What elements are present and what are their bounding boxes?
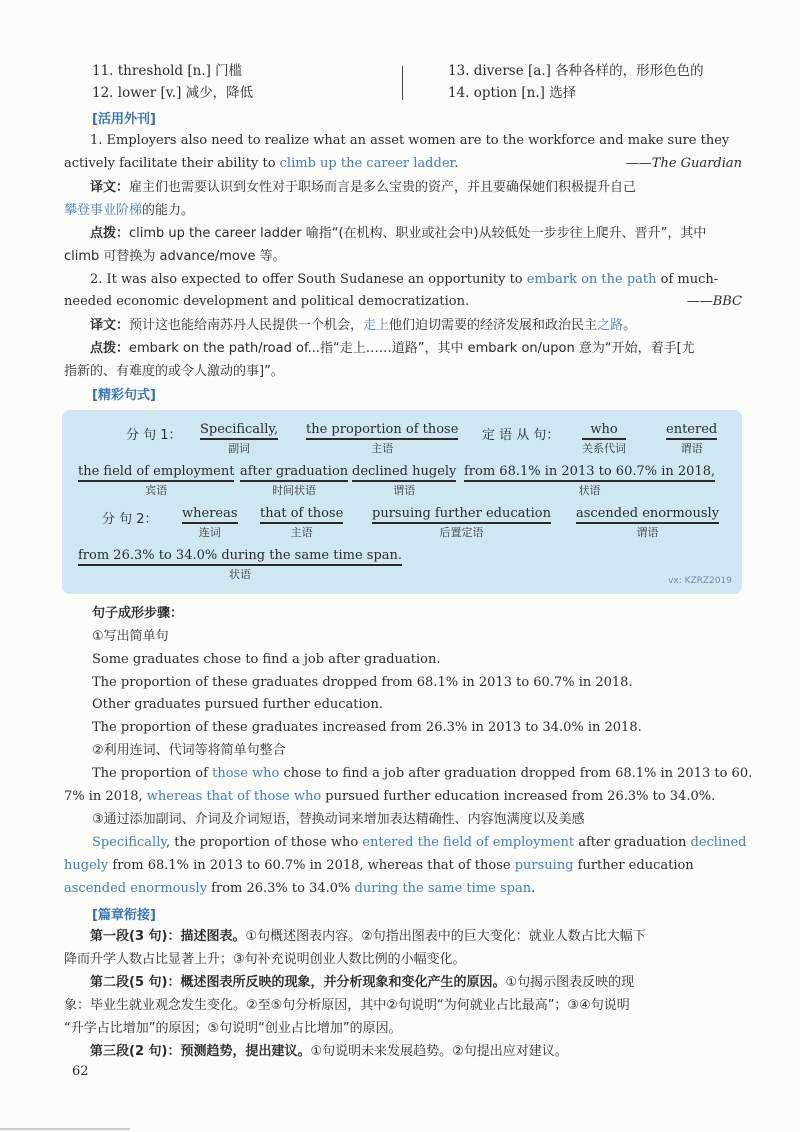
para1-line-1 bbox=[90, 926, 770, 948]
ex1-tip-2: climb 可替换为 advance/move 等。 bbox=[64, 249, 286, 264]
clause1-adverbial bbox=[464, 464, 715, 498]
final-h7: during the same time span bbox=[354, 881, 532, 896]
clause1-label: 分 句 1： bbox=[126, 428, 182, 443]
clause1-relpron-text: who bbox=[582, 422, 626, 440]
final-p5: from 26.3% to 34.0% bbox=[207, 881, 355, 896]
para2-line-3: “升学占比增加”的原因；⑤句说明“创业占比增加”的原因。 bbox=[64, 1021, 402, 1036]
final-p2: after graduation bbox=[574, 835, 691, 850]
simple-sentence-2: The proportion of these graduates dropped from 68.1% in 2013 to 60.7% in 2018. bbox=[92, 675, 633, 690]
final-h4: hugely bbox=[64, 858, 109, 873]
ex2-tip-text: embark on the path/road of...指“走上……道路”，其中 embark on/upon 意为“开始，着手[尤 bbox=[129, 341, 695, 356]
page-number: 62 bbox=[72, 1064, 89, 1079]
ex2-tip-1 bbox=[90, 338, 770, 360]
final-line-1 bbox=[92, 832, 772, 854]
relative-clause-label: 定 语 从 句： bbox=[482, 428, 560, 443]
ex2-line1-pre: 2. It was also expected to offer South Sudanese an opportunity to bbox=[90, 272, 527, 287]
final-line-3 bbox=[64, 878, 744, 900]
merged-line-1 bbox=[92, 763, 772, 785]
sentence-analysis-box bbox=[62, 410, 742, 594]
ex2-tip-2: 指新的、有难度的或令人激动的事]”。 bbox=[64, 364, 284, 379]
clause1-predicate bbox=[352, 464, 456, 498]
para1-line-2: 降而升学人数占比显著上升；③句补充说明创业人数比例的小幅变化。 bbox=[64, 952, 466, 967]
ex1-line2-pre: actively facilitate their ability to bbox=[64, 156, 280, 171]
clause1-subject-role: 主语 bbox=[371, 442, 394, 455]
ex1-source: ——The Guardian bbox=[625, 156, 742, 171]
ex2-translation-hl1: 走上 bbox=[363, 318, 390, 333]
clause2-conj-text: whereas bbox=[182, 506, 238, 524]
merged-h1: those who bbox=[212, 766, 280, 781]
clause2-subject-role: 主语 bbox=[290, 526, 313, 539]
clause1-object-text: the field of employment bbox=[78, 464, 234, 482]
final-p6: . bbox=[531, 881, 536, 896]
vocab-divider bbox=[402, 66, 403, 100]
simple-sentence-4: The proportion of these graduates increased from 26.3% in 2013 to 34.0% in 2018. bbox=[92, 720, 642, 735]
para2-heading: 第二段(5 句)：概述图表所反映的现象，并分析现象和变化产生的原因。 bbox=[90, 975, 506, 990]
ex1-tip-text: climb up the career ladder 喻指“(在机构、职业或社会中)从较低处一步步往上爬升、晋升”，其中 bbox=[129, 226, 707, 241]
clause2-conjunction bbox=[182, 506, 238, 540]
clause2-postmodifier bbox=[372, 506, 551, 540]
steps-title: 句子成形步骤： bbox=[92, 606, 184, 621]
clause1-subject-text: the proportion of those bbox=[306, 422, 458, 440]
para3-text-a: ①句说明未来发展趋势。②句提出应对建议。 bbox=[310, 1044, 568, 1059]
bottom-edge bbox=[0, 1128, 130, 1130]
ex1-translation-label: 译文： bbox=[90, 180, 130, 195]
final-h6: ascended enormously bbox=[64, 881, 208, 896]
final-p3: from 68.1% in 2013 to 60.7% in 2018, whereas that of those bbox=[108, 858, 515, 873]
ex1-translation-highlight: 攀登事业阶梯 bbox=[64, 203, 143, 218]
merged-p4: pursued further education increased from 26.3% to 34.0%. bbox=[321, 789, 716, 804]
para1-text-a: ①句概述图表内容。②句指出图表中的巨大变化：就业人数占比大幅下 bbox=[245, 929, 646, 944]
simple-sentence-1: Some graduates chose to find a job after graduation. bbox=[92, 652, 441, 667]
clause1-predicate-role: 谓语 bbox=[393, 484, 416, 497]
clause1-relpron-role: 关系代词 bbox=[582, 442, 626, 455]
clause1-adverb bbox=[200, 422, 278, 456]
clause1-time-role: 时间状语 bbox=[272, 484, 317, 497]
ex1-translation-tail: 的能力。 bbox=[142, 203, 195, 218]
ex2-translation bbox=[90, 315, 770, 337]
clause2-postmod-role: 后置定语 bbox=[439, 526, 484, 539]
vocab-item-13: 13. diverse [a.] 各种各样的，形形色色的 bbox=[448, 63, 704, 79]
vocab-item-14: 14. option [n.] 选择 bbox=[448, 85, 577, 101]
clause2-subject-text: that of those bbox=[260, 506, 343, 524]
clause2-adverbial bbox=[78, 548, 402, 582]
final-p1: , the proportion of those who bbox=[166, 835, 363, 850]
ex2-line2: needed economic development and political democratization. bbox=[64, 294, 470, 309]
ex1-tip-label: 点拨： bbox=[90, 226, 130, 241]
vocab-item-11: 11. threshold [n.] 门槛 bbox=[92, 63, 243, 79]
ex1-translation-2 bbox=[64, 200, 744, 222]
clause2-predicate bbox=[576, 506, 719, 540]
para1-heading: 第一段(3 句)：描述图表。 bbox=[90, 929, 246, 944]
section-tag-pianzhang: [篇章衔接] bbox=[92, 908, 156, 923]
para2-line-2: 象：毕业生就业观念发生变化。②至⑤句分析原因，其中②句说明“为何就业占比最高”；③④句说明 bbox=[64, 998, 630, 1013]
ex1-tip-1 bbox=[90, 223, 770, 245]
clause2-subject bbox=[260, 506, 343, 540]
clause1-time-adverbial bbox=[240, 464, 348, 498]
section-tag-jingcai: [精彩句式] bbox=[92, 388, 156, 403]
clause1-adverb-text: Specifically, bbox=[200, 422, 278, 440]
ex1-line2-post: . bbox=[454, 156, 459, 171]
clause2-predicate-role: 谓语 bbox=[636, 526, 659, 539]
ex1-translation-1 bbox=[90, 177, 770, 199]
clause1-adverbial-role: 状语 bbox=[578, 484, 601, 497]
clause2-predicate-text: ascended enormously bbox=[576, 506, 719, 524]
clause1-verb bbox=[666, 422, 717, 456]
clause1-verb-text: entered bbox=[666, 422, 717, 440]
ex1-highlight: climb up the career ladder bbox=[279, 156, 455, 171]
para2-line-1 bbox=[90, 972, 770, 994]
clause1-time-text: after graduation bbox=[240, 464, 348, 482]
simple-sentence-3: Other graduates pursued further education. bbox=[92, 697, 384, 712]
clause1-adverbial-text: from 68.1% in 2013 to 60.7% in 2018, bbox=[464, 464, 715, 482]
merged-line-2 bbox=[64, 786, 744, 808]
clause2-label: 分 句 2： bbox=[102, 512, 158, 527]
final-h2: entered the field of employment bbox=[362, 835, 575, 850]
ex2-source: ——BBC bbox=[686, 294, 742, 309]
merged-p2: chose to find a job after graduation dropped from 68.1% in 2013 to 60. bbox=[279, 766, 753, 781]
final-p4: further education bbox=[573, 858, 694, 873]
clause1-adverb-role: 副词 bbox=[228, 442, 251, 455]
clause2-adverbial-role: 状语 bbox=[229, 568, 252, 581]
clause1-object-role: 宾语 bbox=[145, 484, 168, 497]
step-2: ②利用连词、代词等将简单句整合 bbox=[92, 743, 286, 758]
clause1-object bbox=[78, 464, 234, 498]
clause1-predicate-text: declined hugely bbox=[352, 464, 456, 482]
para3-line-1 bbox=[90, 1041, 770, 1063]
ex2-translation-label: 译文： bbox=[90, 318, 130, 333]
clause1-subject bbox=[306, 422, 458, 456]
ex2-line1-post: of much- bbox=[656, 272, 719, 287]
final-h3: declined bbox=[690, 835, 747, 850]
final-line-2 bbox=[64, 855, 744, 877]
final-h1: Specifically bbox=[92, 835, 166, 850]
clause2-postmod-text: pursuing further education bbox=[372, 506, 551, 524]
ex2-tip-label: 点拨： bbox=[90, 341, 130, 356]
section-tag-huoyong: [活用外刊] bbox=[92, 112, 156, 127]
watermark: vx: KZRZ2019 bbox=[668, 576, 732, 586]
ex2-translation-b: 他们迫切需要的经济发展和政治民主 bbox=[389, 318, 598, 333]
step-3: ③通过添加副词、介词及介词短语，替换动词来增加表达精确性、内容饱满度以及美感 bbox=[92, 812, 585, 827]
ex2-line1 bbox=[90, 269, 770, 291]
merged-h2: whereas that of those who bbox=[146, 789, 322, 804]
merged-p1: The proportion of bbox=[92, 766, 213, 781]
merged-p3: 7% in 2018, bbox=[64, 789, 147, 804]
para2-text-a: ①句揭示图表反映的现 bbox=[505, 975, 635, 990]
ex2-translation-a: 预计这也能给南苏丹人民提供一个机会， bbox=[129, 318, 364, 333]
clause2-conj-role: 连词 bbox=[198, 526, 221, 539]
ex2-highlight: embark on the path bbox=[526, 272, 657, 287]
vocab-item-12: 12. lower [v.] 减少，降低 bbox=[92, 85, 254, 101]
ex2-translation-c: 。 bbox=[623, 318, 637, 333]
ex2-translation-hl2: 之路 bbox=[597, 318, 624, 333]
ex1-line1: 1. Employers also need to realize what an asset women are to the workforce and make sure they bbox=[90, 133, 730, 148]
ex1-translation-text: 雇主们也需要认识到女性对于职场而言是多么宝贵的资产，并且要确保她们积极提升自己 bbox=[129, 180, 637, 195]
clause1-relative-pronoun bbox=[582, 422, 626, 456]
para3-heading: 第三段(2 句)：预测趋势，提出建议。 bbox=[90, 1044, 311, 1059]
clause1-verb-role: 谓语 bbox=[680, 442, 703, 455]
final-h5: pursuing bbox=[514, 858, 574, 873]
step-1: ①写出简单句 bbox=[92, 629, 169, 644]
clause2-adverbial-text: from 26.3% to 34.0% during the same time span. bbox=[78, 548, 402, 566]
